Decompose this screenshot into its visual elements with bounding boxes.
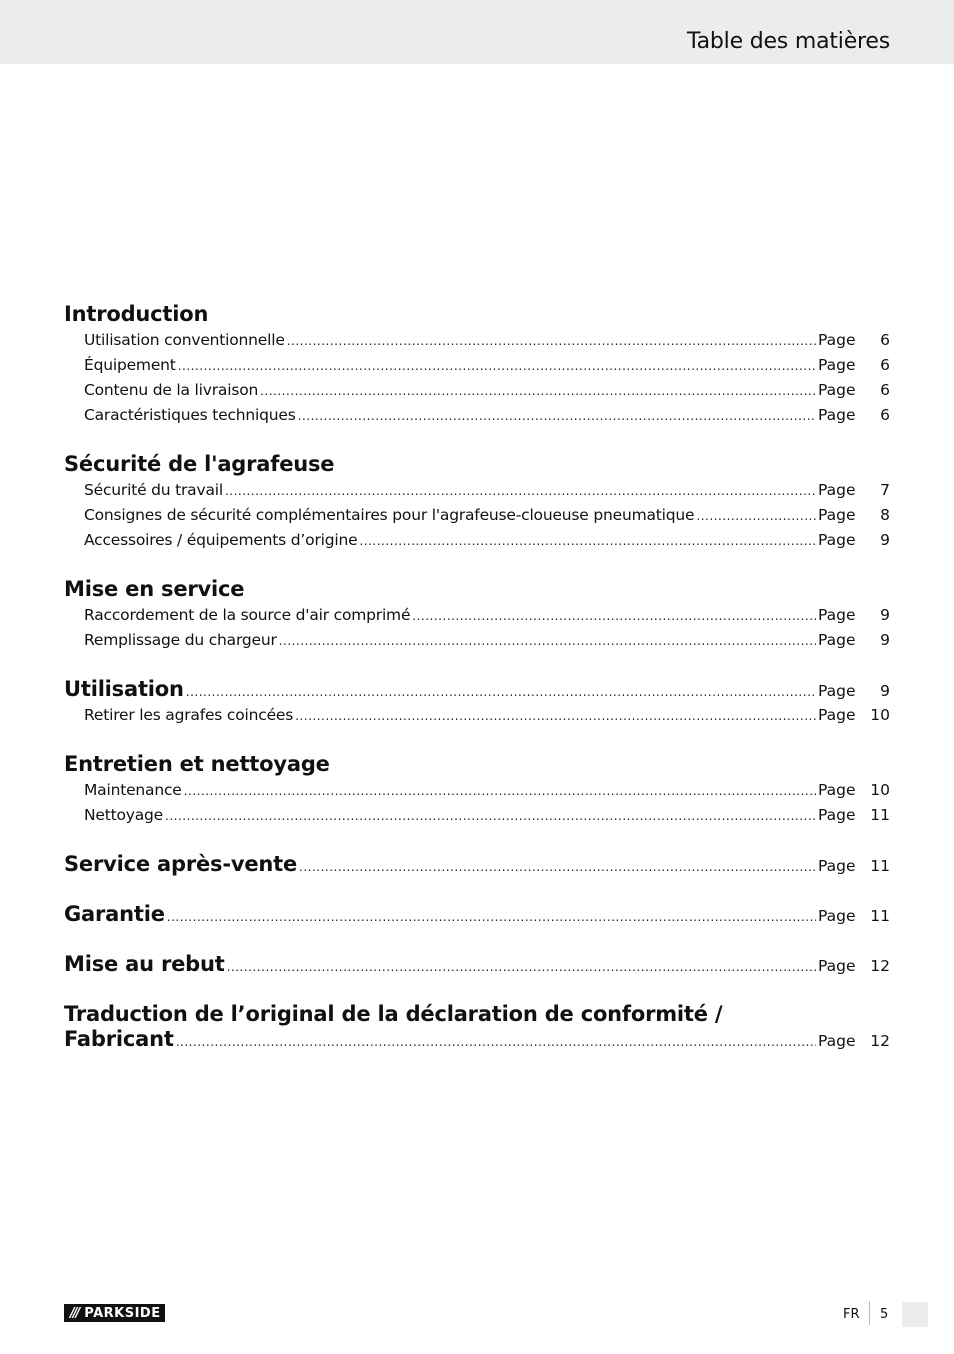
page-number: 6	[880, 331, 890, 349]
dot-leader	[295, 709, 816, 723]
dot-leader	[176, 1035, 816, 1049]
logo-mark-icon: ///	[70, 1305, 79, 1321]
dot-leader	[167, 910, 816, 924]
page-number: 9	[880, 606, 890, 624]
toc-entry-label: Consignes de sécurité complémentaires pour l'agrafeuse-cloueuse pneumatique	[84, 506, 695, 524]
page-title: Table des matières	[687, 29, 890, 54]
toc-entry-label: Utilisation conventionnelle	[84, 331, 285, 349]
page-word: Page	[818, 381, 856, 399]
toc-entry-label: Équipement	[84, 356, 176, 374]
page-word: Page	[818, 957, 856, 975]
page-word: Page	[818, 506, 856, 524]
page-word: Page	[818, 1032, 856, 1050]
toc-section-title-line2: Fabricant	[64, 1027, 174, 1051]
dot-leader	[298, 409, 816, 423]
dot-leader	[178, 359, 816, 373]
toc-entry[interactable]	[64, 331, 890, 356]
toc-entry[interactable]	[64, 531, 890, 556]
parkside-logo	[64, 1304, 165, 1322]
toc-entry[interactable]	[64, 506, 890, 531]
page-word: Page	[818, 406, 856, 424]
toc-entry[interactable]	[64, 631, 890, 656]
dot-leader	[696, 509, 816, 523]
page-number: 11	[870, 806, 890, 824]
page-word: Page	[818, 331, 856, 349]
toc-section-title: Mise au rebut	[64, 952, 225, 976]
dot-leader	[299, 860, 816, 874]
header-bar	[0, 0, 954, 64]
page-number: 11	[870, 857, 890, 875]
toc-section-entry[interactable]	[64, 1027, 890, 1052]
dot-leader	[227, 960, 816, 974]
page-word: Page	[818, 531, 856, 549]
page-word: Page	[818, 857, 856, 875]
toc-entry-label: Nettoyage	[84, 806, 164, 824]
toc-entry-label: Retirer les agrafes coincées	[84, 706, 294, 724]
page-number: 12	[870, 957, 890, 975]
page-word: Page	[818, 907, 856, 925]
page-number: 6	[880, 356, 890, 374]
toc-entry[interactable]	[64, 781, 890, 806]
toc-entry-label: Maintenance	[84, 781, 182, 799]
page-number: 6	[880, 381, 890, 399]
dot-leader	[287, 334, 816, 348]
toc-section-entry[interactable]	[64, 677, 890, 702]
language-code: FR	[843, 1307, 860, 1322]
page-number: 9	[880, 531, 890, 549]
dot-leader	[412, 609, 816, 623]
footer-divider	[869, 1301, 870, 1325]
toc-section-title: Traduction de l’original de la déclaration de conformité /	[64, 1002, 723, 1026]
toc-entry[interactable]	[64, 356, 890, 381]
page-word: Page	[818, 631, 856, 649]
page-word: Page	[818, 706, 856, 724]
dot-leader	[359, 534, 816, 548]
toc-section-title: Sécurité de l'agrafeuse	[64, 452, 335, 476]
toc-entry[interactable]	[64, 381, 890, 406]
toc-entry[interactable]	[64, 806, 890, 831]
page-number: 11	[870, 907, 890, 925]
page-number: 6	[880, 406, 890, 424]
page-word: Page	[818, 682, 856, 700]
page-number: 12	[870, 1032, 890, 1050]
toc-section-title: Introduction	[64, 302, 209, 326]
toc-section-title: Mise en service	[64, 577, 245, 601]
toc-section-entry[interactable]	[64, 852, 890, 877]
toc-entry-label: Sécurité du travail	[84, 481, 223, 499]
toc-entry-label: Raccordement de la source d'air comprimé	[84, 606, 411, 624]
toc-entry[interactable]	[64, 406, 890, 431]
toc-entry-label: Caractéristiques techniques	[84, 406, 296, 424]
toc-entry[interactable]	[64, 481, 890, 506]
page-word: Page	[818, 481, 856, 499]
dot-leader	[225, 484, 816, 498]
toc-section-title: Utilisation	[64, 677, 184, 701]
toc-section-title: Entretien et nettoyage	[64, 752, 330, 776]
page-word: Page	[818, 806, 856, 824]
page-word: Page	[818, 356, 856, 374]
page-footer	[0, 1296, 954, 1336]
toc-section-entry[interactable]	[64, 902, 890, 927]
toc-entry-label: Accessoires / équipements d’origine	[84, 531, 358, 549]
page-word: Page	[818, 606, 856, 624]
page-number: 10	[870, 781, 890, 799]
toc-entry-label: Contenu de la livraison	[84, 381, 259, 399]
page-number: 9	[880, 682, 890, 700]
dot-leader	[165, 809, 816, 823]
logo-text: PARKSIDE	[84, 1305, 161, 1321]
page-number-footer: 5	[880, 1307, 889, 1322]
page-word: Page	[818, 781, 856, 799]
toc-section-title: Service après-vente	[64, 852, 297, 876]
dot-leader	[260, 384, 816, 398]
toc-entry[interactable]	[64, 606, 890, 631]
toc-section-entry[interactable]	[64, 952, 890, 977]
dot-leader	[184, 784, 816, 798]
page-number: 8	[880, 506, 890, 524]
page-number: 9	[880, 631, 890, 649]
toc-entry-label: Remplissage du chargeur	[84, 631, 277, 649]
page-number: 10	[870, 706, 890, 724]
toc-entry[interactable]	[64, 706, 890, 731]
toc-section-title: Garantie	[64, 902, 165, 926]
dot-leader	[279, 634, 816, 648]
page-number: 7	[880, 481, 890, 499]
dot-leader	[186, 685, 816, 699]
footer-tab-box	[902, 1302, 928, 1327]
